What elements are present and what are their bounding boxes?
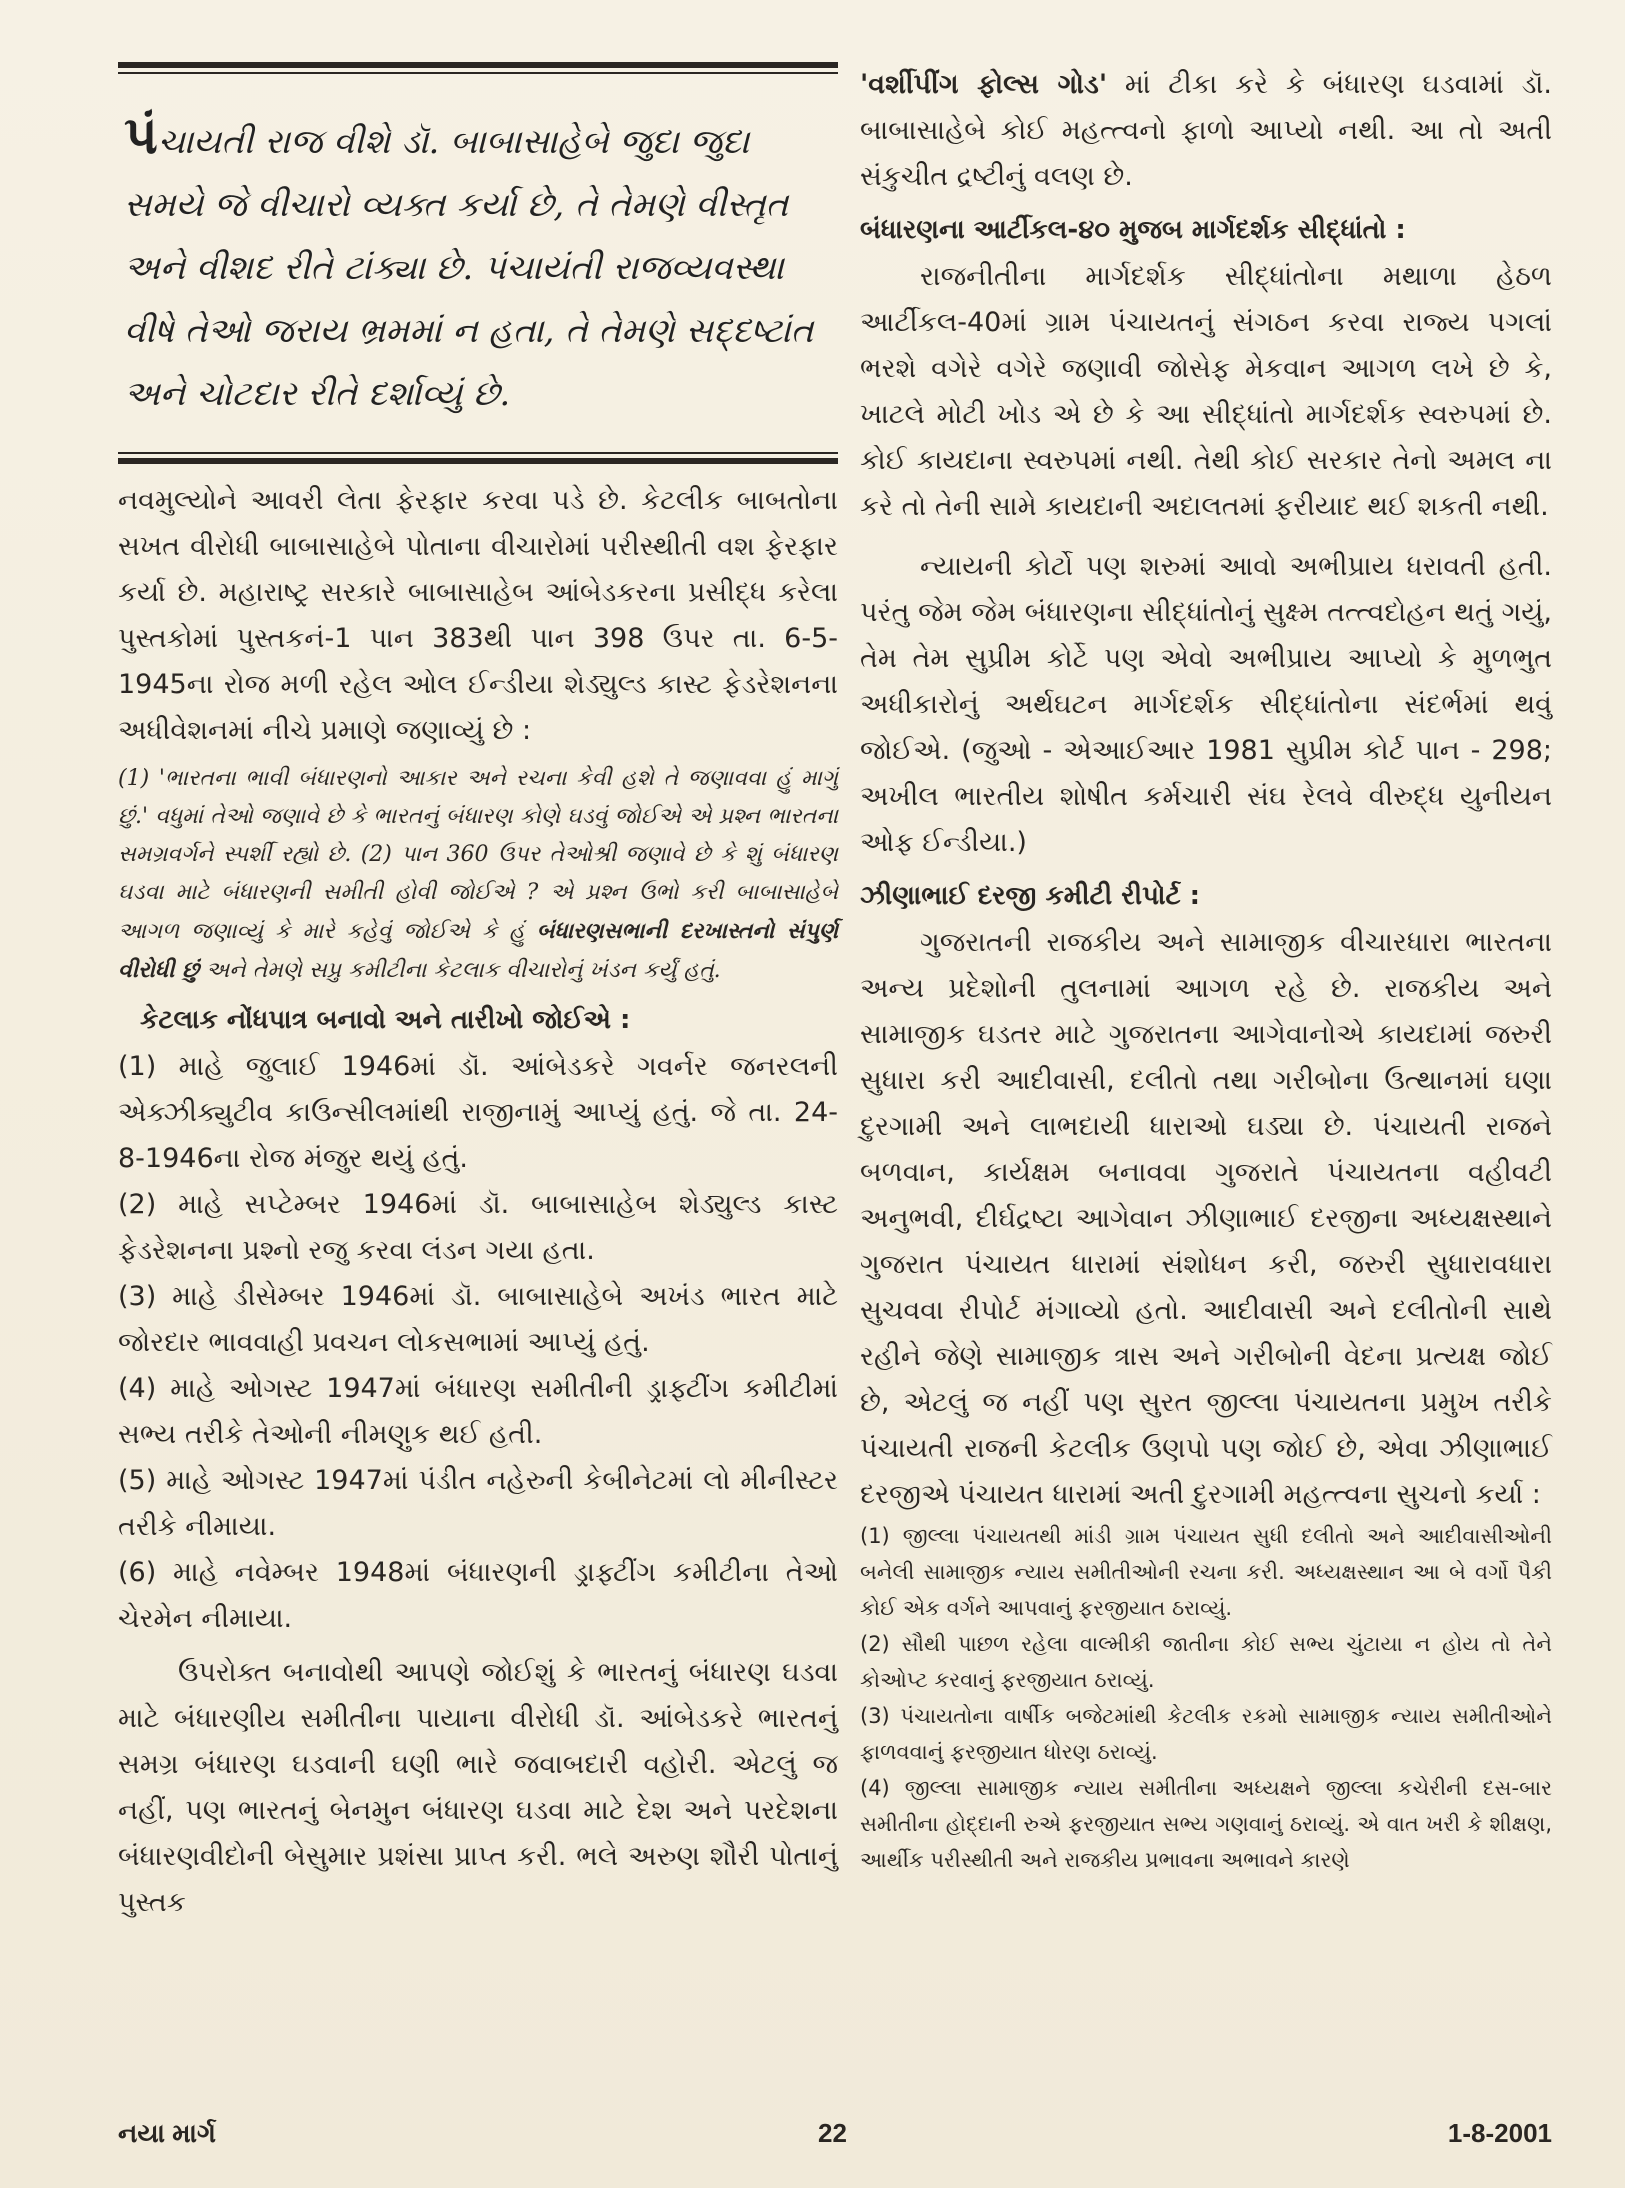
point-3: (3) પંચાયતોના વાર્ષીક બજેટમાંથી કેટલીક રકમો સામાજીક ન્યાય સમીતીઓને ફાળવવાનું ફરજીયાત ધોરણ ઠરાવ્યું. <box>860 1704 1552 1764</box>
right-paragraph-1: રાજનીતીના માર્ગદર્શક સીદ્ધાંતોના મથાળા હેઠળ આર્ટીકલ-40માં ગ્રામ પંચાયતનું સંગઠન કરવા રાજ્ય પગલાં ભરશે વગેરે વગેરે જણાવી જોસેફ મેકવાન આગળ લખે છે કે, ખાટલે મોટી ખોડ એ છે કે આ સીદ્ધાંતો માર્ગદર્શક સ્વરુપમાં છે. કોઈ કાયદાના સ્વરુપમાં નથી. તેથી કોઈ સરકાર તેનો અમલ ના કરે તો તેની સામે કાયદાની અદાલતમાં ફરીયાદ થઈ શકતી નથી. <box>860 261 1552 522</box>
left-subhead: કેટલાક નોંધપાત્ર બનાવો અને તારીખો જોઈએ : <box>140 1005 631 1035</box>
event-5: (5) માહે ઓગસ્ટ 1947માં પંડીત નહેરુની કેબીનેટમાં લો મીનીસ્ટર તરીકે નીમાયા. <box>118 1465 838 1542</box>
event-2: (2) માહે સપ્ટેમ્બર 1946માં ડૉ. બાબાસાહેબ શેડ્યુલ્ડ કાસ્ટ ફેડરેશનના પ્રશ્નો રજુ કરવા લંડન ગયા હતા. <box>118 1189 838 1266</box>
quote-bold: બંધારણસભાની દરખાસ્તનો સંપુર્ણ વીરોધી છું <box>118 918 839 983</box>
right-paragraph-2: ન્યાયની કોર્ટો પણ શરુમાં આવો અભીપ્રાય ધરાવતી હતી. પરંતુ જેમ જેમ બંધારણના સીદ્ધાંતોનું સુક્ષ્મ તત્ત્વદોહન થતું ગયું, તેમ તેમ સુપ્રીમ કોર્ટે પણ એવો અભીપ્રાય આપ્યો કે મુળભુત અધીકારોનું અર્થઘટન માર્ગદર્શક સીદ્ધાંતોના સંદર્ભમાં થવું જોઈએ. (જુઓ - એઆઈઆર 1981 સુપ્રીમ કોર્ટ પાન - 298; અખીલ ભારતીય શોષીત કર્મચારી સંઘ રેલવે વીરુદ્ધ યુનીયન ઓફ ઈન્ડીયા.) <box>860 551 1552 858</box>
publication-name: નયા માર્ગ <box>118 2118 216 2148</box>
pullquote-top-rule <box>118 62 838 68</box>
left-quote-block <box>118 760 838 990</box>
point-1: (1) જીલ્લા પંચાયતથી માંડી ગ્રામ પંચાયત સુધી દલીતો અને આદીવાસીઓની બનેલી સામાજીક ન્યાય સમીતીઓની રચના કરી. અધ્યક્ષસ્થાન આ બે વર્ગો પૈકી કોઈ એક વર્ગને આપવાનું ફરજીયાત ઠરાવ્યું. <box>860 1524 1552 1620</box>
right-paragraph-top-text: માં ટીકા કરે કે બંધારણ ઘડવામાં ડૉ. બાબાસાહેબે કોઈ મહત્ત્વનો ફાળો આપ્યો નથી. આ તો અતી સંકુચીત દ્રષ્ટીનું વલણ છે. <box>860 69 1553 192</box>
pullquote <box>118 74 838 452</box>
event-3: (3) માહે ડીસેમ્બર 1946માં ડૉ. બાબાસાહેબે અખંડ ભારત માટે જોરદાર ભાવવાહી પ્રવચન લોકસભામાં આપ્યું હતું. <box>118 1281 838 1358</box>
left-column <box>118 62 838 1926</box>
point-4: (4) જીલ્લા સામાજીક ન્યાય સમીતીના અધ્યક્ષને જીલ્લા કચેરીની દસ-બાર સમીતીના હોદ્દાની રુએ ફરજીયાત સભ્ય ગણવાનું ઠરાવ્યું. એ વાત ખરી કે શીક્ષણ, આર્થીક પરીસ્થીતી અને રાજકીય પ્રભાવના અભાવને કારણે <box>860 1776 1552 1872</box>
pullquote-text: ચાયતી રાજ વીશે ડૉ. બાબાસાહેબે જુદા જુદા સમયે જે વીચારો વ્યક્ત કર્યા છે, તે તેમણે વીસ્તૃત અને વીશદ રીતે ટાંક્યા છે. પંચાયંતી રાજવ્યવસ્થા વીષે તેઓ જરાય ભ્રમમાં ન હતા, તે તેમણે સદ્દષ્ટાંત અને ચોટદાર રીતે દર્શાવ્યું છે. <box>124 122 814 414</box>
point-2: (2) સૌથી પાછળ રહેલા વાલ્મીકી જાતીના કોઈ સભ્ય ચુંટાયા ન હોય તો તેને કોઓપ્ટ કરવાનું ફરજીયાત ઠરાવ્યું. <box>860 1632 1552 1692</box>
quote-part-2: અને તેમણે સપ્રુ કમીટીના કેટલાક વીચારોનું ખંડન કર્યું હતું. <box>199 958 721 983</box>
left-paragraph-1: નવમુલ્યોને આવરી લેતા ફેરફાર કરવા પડે છે. કેટલીક બાબતોના સખત વીરોધી બાબાસાહેબે પોતાના વીચારોમાં પરીસ્થીતી વશ ફેરફાર કર્યા છે. મહારાષ્ટ્ર સરકારે બાબાસાહેબ આંબેડકરના પ્રસીદ્ધ કરેલા પુસ્તકોમાં પુસ્તકનં-1 પાન 383થી પાન 398 ઉપર તા. 6-5-1945ના રોજ મળી રહેલ ઓલ ઈન્ડીયા શેડ્યુલ્ડ કાસ્ટ ફેડરેશનના અધીવેશનમાં નીચે પ્રમાણે જણાવ્યું છે : <box>118 485 838 746</box>
right-paragraph-top <box>860 62 1552 200</box>
quote-part-1: (1) 'ભારતના ભાવી બંધારણનો આકાર અને રચના કેવી હશે તે જણાવવા હું માગું છું.' વધુમાં તેઓ જણાવે છે કે ભારતનું બંધારણ કોણે ઘડવું જોઈએ એ પ્રશ્ન ભારતના સમગ્રવર્ગને સ્પર્શી રહ્યો છે. (2) પાન 360 ઉપર તેઓશ્રી જણાવે છે કે શું બંધારણ ઘડવા માટે બંધારણની સમીતી હોવી જોઈએ ? એ પ્રશ્ન ઉભો કરી બાબાસાહેબે આગળ જણાવ્યું કે મારે કહેવું જોઈએ કે હું <box>118 766 838 944</box>
right-column <box>860 62 1552 1878</box>
pullquote-box <box>118 62 838 464</box>
page-number: 22 <box>818 2118 847 2148</box>
right-subhead-2: ઝીણાભાઈ દરજી કમીટી રીપોર્ટ : <box>860 881 1201 911</box>
issue-date: 1-8-2001 <box>1447 2118 1552 2148</box>
right-subhead-1: બંધારણના આર્ટીકલ-૪૦ મુજબ માર્ગદર્શક સીદ્ધાંતો : <box>860 215 1406 245</box>
event-6: (6) માહે નવેમ્બર 1948માં બંધારણની ડ્રાફ્ટીંગ કમીટીના તેઓ ચેરમેન નીમાયા. <box>118 1557 838 1634</box>
event-4: (4) માહે ઓગસ્ટ 1947માં બંધારણ સમીતીની ડ્રાફ્ટીંગ કમીટીમાં સભ્ય તરીકે તેઓની નીમણુક થઈ હતી. <box>118 1373 838 1450</box>
pullquote-bottom-thin-rule <box>118 452 838 454</box>
left-paragraph-last: ઉપરોક્ત બનાવોથી આપણે જોઈશું કે ભારતનું બંધારણ ઘડવા માટે બંધારણીય સમીતીના પાયાના વીરોધી ડૉ. આંબેડકરે ભારતનું સમગ્ર બંધારણ ઘડવાની ઘણી ભારે જવાબદારી વહોરી. એટલું જ નહીં, પણ ભારતનું બેનમુન બંધારણ ઘડવા માટે દેશ અને પરદેશના બંધારણવીદોની બેસુમાર પ્રશંસા પ્રાપ્ત કરી. ભલે અરુણ શૌરી પોતાનું પુસ્તક <box>118 1657 838 1918</box>
pullquote-dropcap: પં <box>124 105 158 166</box>
right-paragraph-3: ગુજરાતની રાજકીય અને સામાજીક વીચારધારા ભારતના અન્ય પ્રદેશોની તુલનામાં આગળ રહે છે. રાજકીય અને સામાજીક ઘડતર માટે ગુજરાતના આગેવાનોએ કાયદામાં જરુરી સુધારા કરી આદીવાસી, દલીતો તથા ગરીબોના ઉત્થાનમાં ઘણા દુરગામી અને લાભદાયી ધારાઓ ઘડ્યા છે. પંચાયતી રાજને બળવાન, કાર્યક્ષમ બનાવવા ગુજરાતે પંચાયતના વહીવટી અનુભવી, દીર્ઘદ્રષ્ટા આગેવાન ઝીણાભાઈ દરજીના અધ્યક્ષસ્થાને ગુજરાત પંચાયત ધારામાં સંશોધન કરી, જરુરી સુધારાવધારા સુચવવા રીપોર્ટ મંગાવ્યો હતો. આદીવાસી અને દલીતોની સાથે રહીને જેણે સામાજીક ત્રાસ અને ગરીબોની વેદના પ્રત્યક્ષ જોઈ છે, એટલું જ નહીં પણ સુરત જીલ્લા પંચાયતના પ્રમુખ તરીકે પંચાયતી રાજની કેટલીક ઉણપો પણ જોઈ છે, એવા ઝીણાભાઈ દરજીએ પંચાયત ધારામાં અતી દુરગામી મહત્ત્વના સુચનો કર્યા : <box>860 927 1552 1510</box>
book-title: 'વર્શીપીંગ ફોલ્સ ગોડ' <box>860 69 1108 100</box>
event-1: (1) માહે જુલાઈ 1946માં ડૉ. આંબેડકરે ગવર્નર જનરલની એક્ઝીક્યુટીવ કાઉન્સીલમાંથી રાજીનામું આપ્યું હતું. જે તા. 24-8-1946ના રોજ મંજુર થયું હતું. <box>118 1051 838 1174</box>
